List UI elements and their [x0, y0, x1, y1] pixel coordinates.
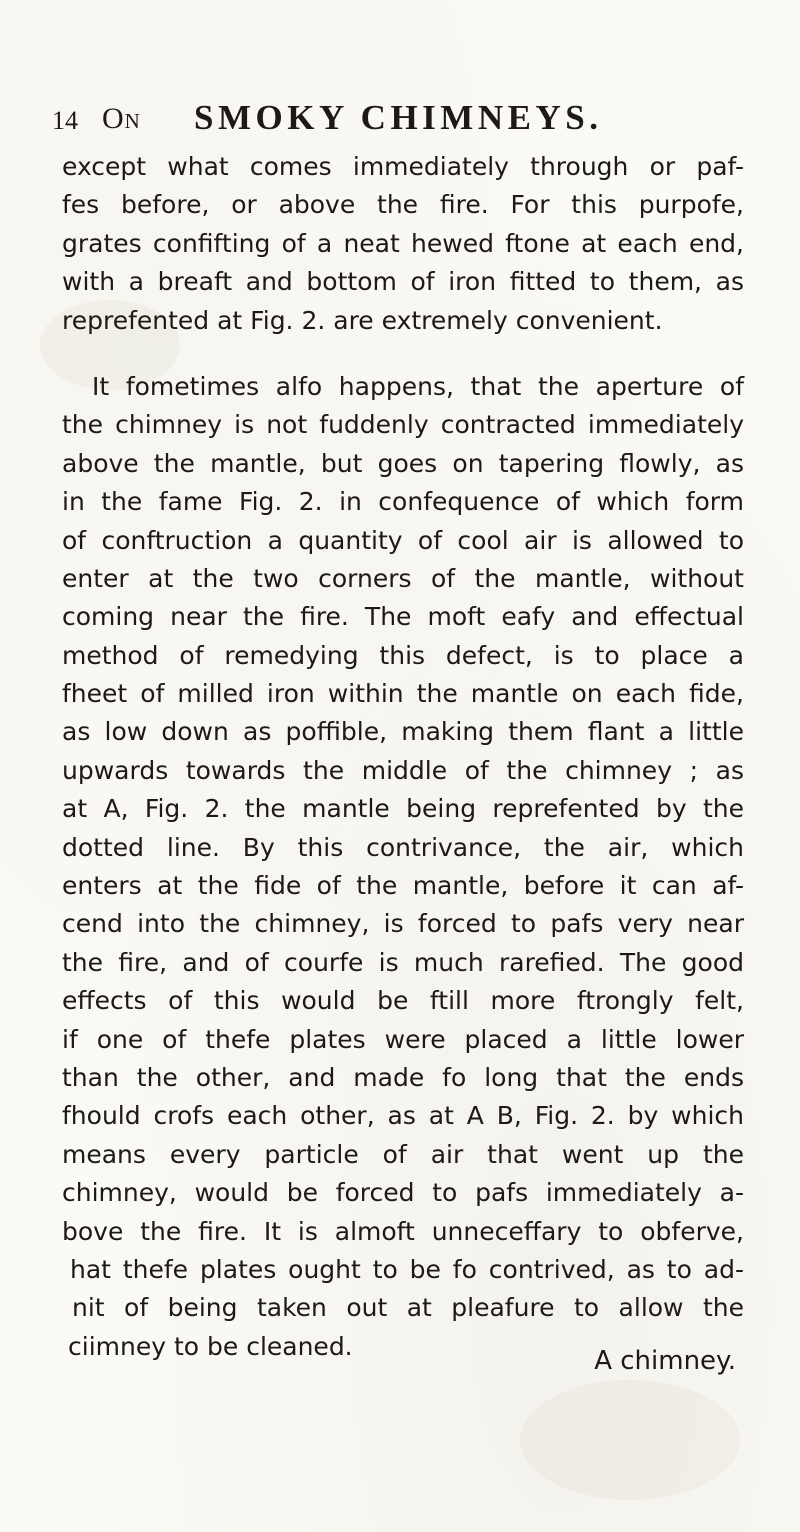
text-line: upwards towards the middle of the chimney ; as: [62, 755, 744, 785]
text-line: nit of being taken out at pleafure to allow the: [72, 1293, 744, 1323]
text-line: except what comes immediately through or paf-: [62, 152, 744, 181]
page-number: 14: [52, 106, 78, 135]
text-line: with a breaft and bottom of iron fitted to them, as: [62, 267, 744, 297]
text-line: ciimney to be cleaned.: [68, 1331, 353, 1361]
text-line: enters at the fide of the mantle, before it can af-: [62, 871, 744, 901]
catchword: A chimney.: [594, 1346, 736, 1376]
text-line: of conftruction a quantity of cool air is allowed to: [62, 525, 744, 555]
text-line: the fire, and of courfe is much rarefied. The good: [62, 947, 744, 977]
body-text: [62, 148, 744, 1366]
text-line: than the other, and made fo long that the ends: [62, 1062, 744, 1092]
text-line: coming near the fire. The moft eafy and effectual: [62, 602, 744, 632]
text-line: reprefented at Fig. 2. are extremely convenient.: [62, 305, 663, 335]
text-line: fheet of milled iron within the mantle on each fide,: [62, 679, 744, 709]
text-line: method of remedying this defect, is to place a: [62, 640, 744, 670]
running-head: [52, 98, 752, 142]
text-line: effects of this would be ftill more ftrongly felt,: [62, 986, 744, 1016]
text-line: It fometimes alfo happens, that the aperture of: [92, 371, 744, 401]
paragraph-2: [62, 368, 744, 1366]
text-line: above the mantle, but goes on tapering flowly, as: [62, 448, 744, 478]
text-line: enter at the two corners of the mantle, without: [62, 563, 744, 593]
running-head-title: SMOKY CHIMNEYS.: [194, 98, 603, 137]
text-line: fes before, or above the fire. For this purpofe,: [62, 190, 744, 220]
text-line: at A, Fig. 2. the mantle being reprefented by the: [62, 794, 744, 824]
paragraph-1: [62, 148, 744, 340]
text-line: cend into the chimney, is forced to pafs very near: [62, 909, 744, 939]
text-line: as low down as poffible, making them flant a little: [62, 717, 744, 747]
text-line: if one of thefe plates were placed a little lower: [62, 1024, 744, 1054]
text-line: fhould crofs each other, as at A B, Fig. 2. by which: [62, 1101, 744, 1131]
text-line: chimney, would be forced to pafs immediately a-: [62, 1178, 744, 1208]
text-line: the chimney is not fuddenly contracted immediately: [62, 410, 744, 440]
text-line: means every particle of air that went up the: [62, 1139, 744, 1169]
running-head-prefix: On: [102, 102, 141, 135]
paper-stain: [520, 1380, 740, 1500]
text-line: in the fame Fig. 2. in confequence of which form: [62, 487, 744, 517]
text-line: grates confifting of a neat hewed ftone at each end,: [62, 228, 744, 258]
text-line: bove the fire. It is almoft unneceffary to obferve,: [62, 1216, 744, 1246]
text-line: dotted line. By this contrivance, the air, which: [62, 832, 744, 862]
text-line: hat thefe plates ought to be fo contrived, as to ad-: [70, 1254, 744, 1284]
